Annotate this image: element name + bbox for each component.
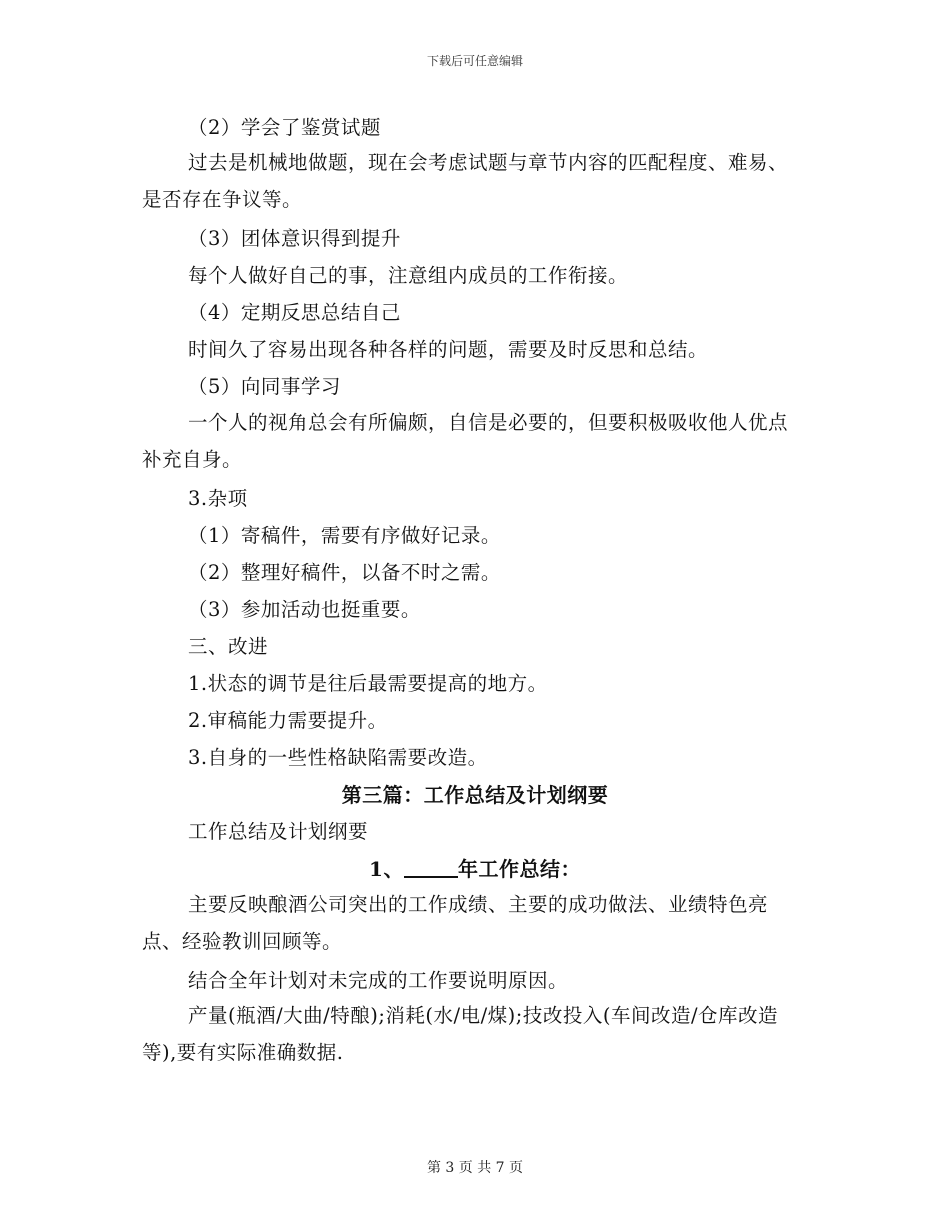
item-heading-5: （5）向同事学习 <box>188 375 341 398</box>
item-heading-2: （2）学会了鉴赏试题 <box>188 116 381 139</box>
subtitle-prefix: 1、 <box>369 857 404 881</box>
text-outline-label: 工作总结及计划纲要 <box>188 820 369 843</box>
paragraph-main-achievements: 主要反映酿酒公司突出的工作成绩、主要的成功做法、业绩特色亮点、经验教训回顾等。 <box>142 893 769 953</box>
item-heading-3: （3）团体意识得到提升 <box>188 227 401 250</box>
blank-year-underline <box>404 858 458 878</box>
text-reflection: 时间久了容易出现各种各样的问题，需要及时反思和总结。 <box>188 338 709 361</box>
text-teamwork: 每个人做好自己的事，注意组内成员的工作衔接。 <box>188 264 629 287</box>
subtitle-suffix: 年工作总结： <box>457 857 581 881</box>
text-unfinished-work: 结合全年计划对未完成的工作要说明原因。 <box>188 969 569 992</box>
item-heading-4: （4）定期反思总结自己 <box>188 301 401 324</box>
misc-item-3: （3）参加活动也挺重要。 <box>188 598 421 621</box>
improvement-item-1: 1.状态的调节是往后最需要提高的地方。 <box>188 672 548 695</box>
paragraph-learn-from-colleagues: 一个人的视角总会有所偏颇，自信是必要的，但要积极吸收他人优点补充自身。 <box>142 411 789 471</box>
misc-item-2: （2）整理好稿件，以备不时之需。 <box>188 561 501 584</box>
paragraph-exam-appreciation: 过去是机械地做题，现在会考虑试题与章节内容的匹配程度、难易、是否存在争议等。 <box>142 151 789 211</box>
misc-item-1: （1）寄稿件，需要有序做好记录。 <box>188 524 501 547</box>
paragraph-production-data: 产量(瓶酒/大曲/特酿);消耗(水/电/煤);技改投入(车间改造/仓库改造等),要有实际准确数据. <box>142 1004 779 1064</box>
improvement-item-3: 3.自身的一些性格缺陷需要改造。 <box>188 746 488 769</box>
page-header: 下载后可任意编辑 <box>426 54 523 68</box>
improvement-item-2: 2.审稿能力需要提升。 <box>188 709 388 732</box>
section-improvement: 三、改进 <box>188 635 269 658</box>
subtitle-annual-summary <box>0 856 950 882</box>
section-misc: 3.杂项 <box>188 487 248 510</box>
page-footer: 第 3 页 共 7 页 <box>426 1160 524 1176</box>
section-title: 第三篇：工作总结及计划纲要 <box>341 783 609 807</box>
